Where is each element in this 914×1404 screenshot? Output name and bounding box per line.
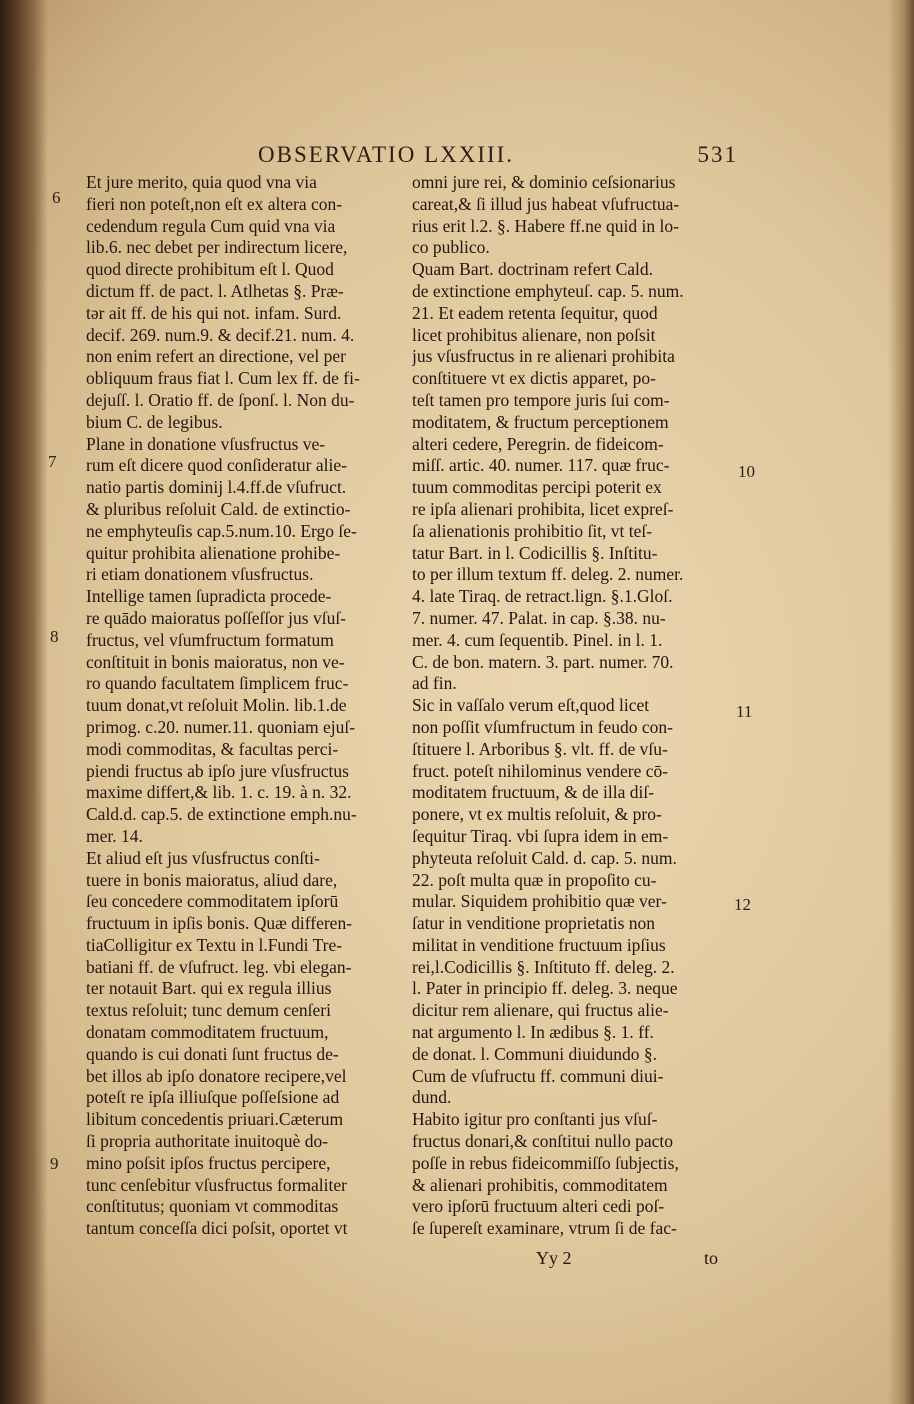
text-line: rius erit l.2. §. Habere ff.ne quid in lo- [412,215,679,236]
text-line: & pluribus reſoluit Cald. de extinctio- [86,498,351,519]
text-line: libitum concedentis priuari.Cæterum [86,1109,344,1130]
text-line: lib.6. nec debet per indirectum licere, [86,237,348,258]
text-line: decif. 269. num.9. & decif.21. num. 4. [86,324,355,345]
text-line: ſatur in venditione proprietatis non [412,913,656,934]
text-line: ſtituere l. Arboribus §. vlt. ff. de vſu- [412,738,668,759]
text-line: de extinctione emphyteuſ. cap. 5. num. [412,280,684,301]
text-line: fructuum in ipſis bonis. Quæ differen- [86,913,353,934]
text-line: conſtitutus; quoniam vt commoditas [86,1196,339,1217]
text-line: fruct. poteſt nihilominus vendere cō- [412,760,669,781]
text-line: 7. numer. 47. Palat. in cap. §.38. nu- [412,607,666,628]
text-line: textus reſoluit; tunc demum cenſeri [86,1000,331,1021]
observation-title: OBSERVATIO LXXIII. [258,142,515,167]
text-line: tantum conceſſa dici poſsit, oportet vt [86,1218,348,1239]
text-line: ſa alienationis prohibitio ſit, vt teſ- [412,520,653,541]
text-line: piendi fructus ab ipſo jure vſusfructus [86,760,349,781]
text-line: miſſ. artic. 40. numer. 117. quæ fruc- [412,455,670,476]
text-line: fructus, vel vſumfructum formatum [86,629,334,650]
text-line: Intellige tamen ſupradicta procede- [86,586,332,607]
text-line: ne emphyteuſis cap.5.num.10. Ergo ſe- [86,520,357,541]
text-line: moditatem, & fructum perceptionem [412,411,669,432]
text-line: Et jure merito, quia quod vna via [86,172,317,192]
text-line: dejuſſ. l. Oratio ff. de ſponſ. l. Non du- [86,389,355,410]
text-line: omni jure rei, & dominio ceſsionarius [412,172,676,192]
text-line: non poſſit vſumfructum in feudo con- [412,716,673,737]
text-line: Quam Bart. doctrinam refert Cald. [412,259,654,280]
text-line: dicitur rem alienare, qui fructus alie- [412,1000,669,1021]
margin-number-10: 10 [738,462,755,481]
text-line: poſſe in rebus fideicommiſſo ſubjectis, [412,1152,679,1173]
text-line: 21. Et eadem retenta ſequitur, quod [412,302,658,323]
text-line: re quādo maioratus poſſeſſor jus vſuſ- [86,607,347,628]
text-line: poteſt re ipſa illiuſque poſſeſsione ad [86,1087,340,1108]
page-edge-shadow [888,0,914,1404]
text-line: nat argumento l. In ædibus §. 1. ff. [412,1022,654,1043]
text-line: phyteuta reſoluit Cald. d. cap. 5. num. [412,847,677,868]
text-line: ſi propria authoritate inuitoquè do- [86,1131,329,1152]
page-number: 531 [697,142,738,167]
text-line: Habito igitur pro conſtanti jus vſuſ- [412,1109,658,1130]
text-line: non enim refert an directione, vel per [86,346,346,367]
text-line: bet illos ab ipſo donatore recipere,vel [86,1065,347,1086]
text-line: & alienari prohibitis, commoditatem [412,1174,668,1195]
text-line: fructus donari,& conſtitui nullo pacto [412,1131,673,1152]
text-line: ponere, vt ex multis reſoluit, & pro- [412,804,662,825]
right-text-column [412,172,734,1240]
text-line: tunc cenſebitur vſusfructus formaliter [86,1174,347,1195]
text-line: ro quando facultatem ſimplicem fruc- [86,673,349,694]
text-line: jus vſusfructus in re alienari prohibita [412,346,675,367]
text-line: donatam commoditatem fructuum, [86,1022,329,1043]
text-line: natio partis dominij l.4.ff.de vſufruct. [86,477,347,498]
text-line: maxime differt,& lib. 1. c. 19. à n. 32. [86,782,352,803]
margin-number-6: 6 [52,188,61,207]
text-line: Plane in donatione vſusfructus ve- [86,433,326,454]
text-line: de donat. l. Communi diuidundo §. [412,1043,657,1064]
text-line: mer. 14. [86,825,143,846]
text-line: ad fin. [412,673,457,694]
text-line: vero ipſorū fructuum alteri cedi poſ- [412,1196,665,1217]
margin-number-8: 8 [50,627,59,646]
text-line: Et aliud eſt jus vſusfructus conſti- [86,847,320,868]
book-binding-shadow [0,0,48,1404]
text-line: 4. late Tiraq. de retract.lign. §.1.Gloſ. [412,586,673,607]
text-line: dictum ff. de pact. l. Atlhetas §. Præ- [86,280,344,301]
text-line: modi commoditas, & facultas perci- [86,738,339,759]
text-line: ri etiam donationem vſusfructus. [86,564,314,585]
text-line: tuum donat,vt reſoluit Molin. lib.1.de [86,695,347,716]
text-line: mular. Siquidem prohibitio quæ ver- [412,891,667,912]
signature-mark: Yy 2 [536,1248,572,1268]
text-line: alteri cedere, Peregrin. de fideicom- [412,433,664,454]
margin-number-7: 7 [48,452,57,471]
text-line: rum eſt dicere quod conſideratur alie- [86,455,347,476]
text-line: tuere in bonis maioratus, aliud dare, [86,869,338,890]
margin-number-11: 11 [736,702,753,721]
text-line: quando is cui donati ſunt fructus de- [86,1043,339,1064]
text-line: primog. c.20. numer.11. quoniam ejuſ- [86,716,356,737]
text-line: cedendum regula Cum quid vna via [86,215,336,236]
text-line: bium C. de legibus. [86,411,223,432]
text-line: obliquum fraus fiat l. Cum lex ff. de fi- [86,368,360,389]
text-line: quitur prohibita alienatione prohibe- [86,542,341,563]
text-line: ſeu concedere commoditatem ipſorū [86,891,339,912]
text-line: mer. 4. cum ſequentib. Pinel. in l. 1. [412,629,663,650]
text-line: re ipſa alienari prohibita, licet expreſ- [412,498,674,519]
running-head [258,142,738,172]
text-line: militat in venditione fructuum ipſius [412,934,666,955]
text-line: mino poſsit ipſos fructus percipere, [86,1152,331,1173]
text-line: to per illum textum ff. deleg. 2. numer. [412,564,684,585]
text-line: Cum de vſufructu ff. communi diui- [412,1065,664,1086]
text-line: tər ait ff. de his qui not. infam. Surd. [86,302,342,323]
text-line: ſequitur Tiraq. vbi ſupra idem in em- [412,825,669,846]
text-line: conſtituit in bonis maioratus, non ve- [86,651,345,672]
text-line: ter notauit Bart. qui ex regula illius [86,978,332,999]
text-line: co publico. [412,237,490,258]
text-line: batiani ff. de vſufruct. leg. vbi elegan- [86,956,352,977]
text-line: dund. [412,1087,452,1108]
text-line: Cald.d. cap.5. de extinctione emph.nu- [86,804,357,825]
text-line: rei,l.Codicillis §. Inſtituto ff. deleg. 2. [412,956,675,977]
left-text-column [86,172,390,1240]
text-line: moditatem fructuum, & de illa diſ- [412,782,655,803]
catchword: to [704,1248,719,1268]
text-line: careat,& ſi illud jus habeat vſufructua- [412,193,680,214]
text-line: Sic in vaſſalo verum eſt,quod licet [412,695,650,716]
text-line: teſt tamen pro tempore juris ſui com- [412,389,670,410]
text-line: quod directe prohibitum eſt l. Quod [86,259,334,280]
text-line: tatur Bart. in l. Codicillis §. Inſtitu- [412,542,658,563]
margin-number-9: 9 [50,1154,59,1173]
text-line: licet prohibitus alienare, non poſsit [412,324,656,345]
text-line: fieri non poteſt,non eſt ex altera con- [86,193,343,214]
margin-number-12: 12 [734,895,751,914]
text-line: tuum commoditas percipi poterit ex [412,477,662,498]
text-line: conſtituere vt ex dictis apparet, po- [412,368,656,389]
text-line: tiaColligitur ex Textu in l.Fundi Tre- [86,934,343,955]
text-line: l. Pater in principio ff. deleg. 3. neque [412,978,678,999]
text-line: ſe ſupereſt examinare, vtrum ſi de fac- [412,1218,677,1239]
text-line: 22. poſt multa quæ in propoſito cu- [412,869,657,890]
text-line: C. de bon. matern. 3. part. numer. 70. [412,651,674,672]
